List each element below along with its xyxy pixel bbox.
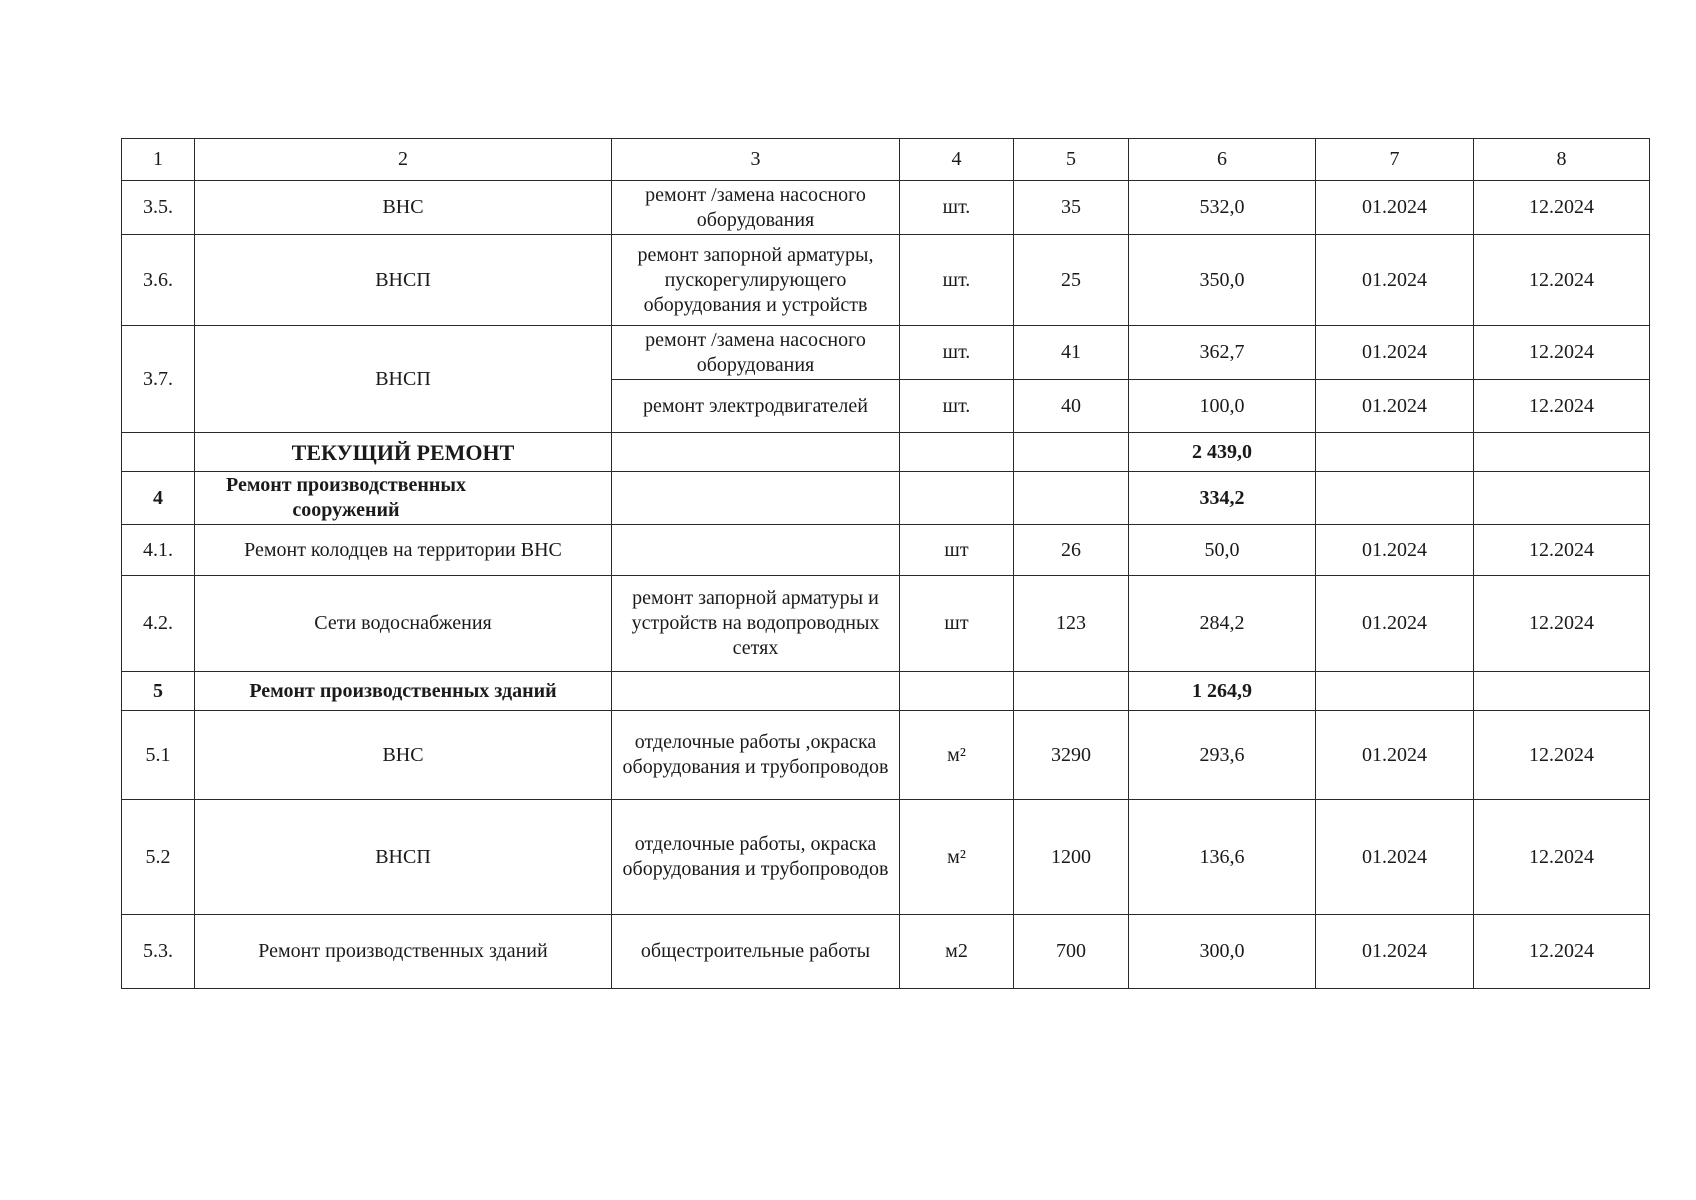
object-name: ВНС: [195, 181, 612, 235]
end-date: 12.2024: [1474, 711, 1650, 800]
unit: м2: [900, 915, 1014, 989]
quantity: 26: [1014, 525, 1129, 576]
work-description: отделочные работы ,окраска оборудования и трубопроводов: [612, 711, 900, 800]
start-date: 01.2024: [1316, 326, 1474, 380]
cost: 532,0: [1129, 181, 1316, 235]
unit: м²: [900, 800, 1014, 915]
end-date: 12.2024: [1474, 181, 1650, 235]
object-name: ВНСП: [195, 800, 612, 915]
section-total: 2 439,0: [1129, 433, 1316, 472]
start-date: 01.2024: [1316, 711, 1474, 800]
cost: 350,0: [1129, 235, 1316, 326]
cost: 300,0: [1129, 915, 1316, 989]
object-name: ВНС: [195, 711, 612, 800]
unit: шт.: [900, 235, 1014, 326]
cost: 284,2: [1129, 576, 1316, 672]
object-name: Ремонт колодцев на территории ВНС: [195, 525, 612, 576]
end-date: 12.2024: [1474, 326, 1650, 380]
object-name: Ремонт производственных зданий: [195, 915, 612, 989]
unit: шт.: [900, 380, 1014, 433]
quantity: 700: [1014, 915, 1129, 989]
column-number-row: [122, 139, 1650, 181]
row-number: 3.5.: [122, 181, 195, 235]
object-name: ВНСП: [195, 235, 612, 326]
work-description: отделочные работы, окраска оборудования и трубопроводов: [612, 800, 900, 915]
unit: шт.: [900, 181, 1014, 235]
quantity: 25: [1014, 235, 1129, 326]
table-row: [122, 326, 1650, 380]
section-title: Ремонт производственных сооружений: [195, 472, 612, 525]
end-date: 12.2024: [1474, 800, 1650, 915]
section-header-row: [122, 472, 1650, 525]
column-number: 1: [122, 139, 195, 181]
end-date: 12.2024: [1474, 576, 1650, 672]
unit: шт.: [900, 326, 1014, 380]
table-row: [122, 915, 1650, 989]
work-description: общестроительные работы: [612, 915, 900, 989]
cost: 100,0: [1129, 380, 1316, 433]
work-description: ремонт запорной арматуры, пускорегулирующего оборудования и устройств: [612, 235, 900, 326]
column-number: 5: [1014, 139, 1129, 181]
table-row: [122, 711, 1650, 800]
object-name: Сети водоснабжения: [195, 576, 612, 672]
column-number: 2: [195, 139, 612, 181]
row-number: 4.2.: [122, 576, 195, 672]
table-row: [122, 525, 1650, 576]
start-date: 01.2024: [1316, 800, 1474, 915]
section-header-row: [122, 672, 1650, 711]
quantity: 3290: [1014, 711, 1129, 800]
table-row: [122, 181, 1650, 235]
repair-plan-table: [121, 138, 1650, 989]
end-date: 12.2024: [1474, 380, 1650, 433]
table-row: [122, 235, 1650, 326]
start-date: 01.2024: [1316, 181, 1474, 235]
row-number: 3.7.: [122, 326, 195, 433]
column-number: 4: [900, 139, 1014, 181]
section-title: ТЕКУЩИЙ РЕМОНТ: [195, 433, 612, 472]
quantity: 41: [1014, 326, 1129, 380]
section-total: 1 264,9: [1129, 672, 1316, 711]
row-number: 5.3.: [122, 915, 195, 989]
row-number: 3.6.: [122, 235, 195, 326]
column-number: 3: [612, 139, 900, 181]
work-description: ремонт запорной арматуры и устройств на водопроводных сетях: [612, 576, 900, 672]
quantity: 123: [1014, 576, 1129, 672]
unit: шт: [900, 576, 1014, 672]
quantity: 40: [1014, 380, 1129, 433]
table-row: [122, 576, 1650, 672]
cost: 50,0: [1129, 525, 1316, 576]
work-description: [612, 525, 900, 576]
column-number: 6: [1129, 139, 1316, 181]
quantity: 35: [1014, 181, 1129, 235]
start-date: 01.2024: [1316, 235, 1474, 326]
end-date: 12.2024: [1474, 525, 1650, 576]
unit: м²: [900, 711, 1014, 800]
start-date: 01.2024: [1316, 380, 1474, 433]
section-number: 4: [122, 472, 195, 525]
cost: 362,7: [1129, 326, 1316, 380]
end-date: 12.2024: [1474, 235, 1650, 326]
object-name: ВНСП: [195, 326, 612, 433]
work-description: ремонт электродвигателей: [612, 380, 900, 433]
row-number: 4.1.: [122, 525, 195, 576]
cost: 136,6: [1129, 800, 1316, 915]
work-description: ремонт /замена насосного оборудования: [612, 326, 900, 380]
start-date: 01.2024: [1316, 525, 1474, 576]
unit: шт: [900, 525, 1014, 576]
table-row: [122, 800, 1650, 915]
cost: 293,6: [1129, 711, 1316, 800]
column-number: 8: [1474, 139, 1650, 181]
end-date: 12.2024: [1474, 915, 1650, 989]
start-date: 01.2024: [1316, 576, 1474, 672]
work-description: ремонт /замена насосного оборудования: [612, 181, 900, 235]
column-number: 7: [1316, 139, 1474, 181]
start-date: 01.2024: [1316, 915, 1474, 989]
section-total-row: [122, 433, 1650, 472]
row-number: 5.1: [122, 711, 195, 800]
section-number: 5: [122, 672, 195, 711]
quantity: 1200: [1014, 800, 1129, 915]
row-number: 5.2: [122, 800, 195, 915]
section-title: Ремонт производственных зданий: [195, 672, 612, 711]
section-total: 334,2: [1129, 472, 1316, 525]
